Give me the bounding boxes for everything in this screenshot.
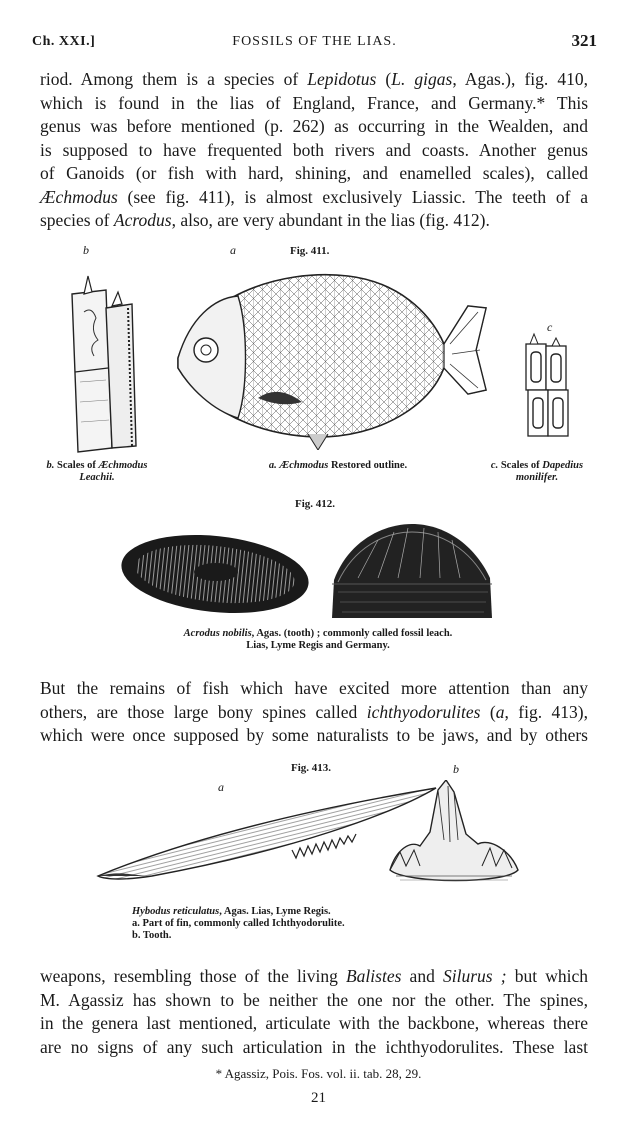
text-line bbox=[40, 1012, 588, 1036]
italic-run: Æchmodus bbox=[40, 186, 118, 207]
text-run: and bbox=[401, 966, 443, 986]
text-line bbox=[40, 162, 588, 186]
fig-411-letter-a: a bbox=[230, 243, 236, 257]
fig-412-caption bbox=[118, 628, 518, 652]
fig-412-title: Fig. 412. bbox=[295, 498, 336, 510]
text-line bbox=[40, 1036, 588, 1060]
aechmodus-scales-illustration bbox=[66, 272, 146, 454]
text-run: species of bbox=[40, 210, 114, 230]
text-run: genus was before mentioned (p. 262) as occurring in the Wealden, and bbox=[40, 116, 588, 136]
text-run: ( bbox=[480, 701, 496, 722]
text-run: are no signs of any such articulation in the ichthyodorulites. These last bbox=[40, 1036, 588, 1057]
italic-run: Silurus ; bbox=[442, 966, 507, 986]
text-line bbox=[40, 186, 588, 210]
text-line bbox=[40, 965, 588, 989]
text-line bbox=[40, 701, 588, 725]
text-line bbox=[40, 139, 588, 163]
text-run: But the remains of fish which have excited more attention than any bbox=[40, 678, 588, 698]
text-run: others, are those large bony spines called bbox=[40, 701, 367, 722]
text-line bbox=[40, 115, 588, 139]
fig-411-caption-b bbox=[32, 460, 162, 484]
hybodus-tooth-illustration bbox=[386, 780, 522, 890]
fig-411-title: Fig. 411. bbox=[290, 245, 330, 257]
caption-c-text: Scales of bbox=[498, 460, 543, 471]
text-run: of Ganoids (or fish with hard, shining, and enamelled scales), called bbox=[40, 163, 588, 183]
page-number: 321 bbox=[571, 31, 597, 50]
caption-c-letter: c. bbox=[490, 460, 499, 471]
paragraph-1 bbox=[40, 68, 588, 233]
fig-413-title: Fig. 413. bbox=[291, 762, 332, 774]
dapedius-scales-illustration bbox=[522, 332, 574, 442]
text-line bbox=[40, 68, 588, 92]
fig-413-caption bbox=[132, 906, 432, 942]
acrodus-tooth-side-illustration bbox=[328, 518, 496, 622]
caption-b-text: Scales of bbox=[54, 460, 99, 471]
text-run: is supposed to have frequented both rivers and coasts. Another genus bbox=[40, 139, 588, 160]
aechmodus-fish-illustration bbox=[168, 258, 490, 450]
text-line bbox=[40, 209, 588, 233]
paragraph-3 bbox=[40, 965, 588, 1059]
running-title: FOSSILS OF THE LIAS. bbox=[232, 34, 397, 49]
fig-413-species: Hybodus reticulatus bbox=[132, 906, 220, 917]
chapter-label: Ch. XXI.] bbox=[32, 34, 96, 49]
italic-run: a bbox=[495, 701, 505, 722]
text-run: , fig. 413), bbox=[504, 701, 588, 722]
italic-run: ichthyodorulites bbox=[366, 701, 481, 722]
fig-412-caption-line1: , Agas. (tooth) ; commonly called fossil leach. bbox=[251, 628, 453, 639]
text-run: riod. Among them is a species of bbox=[40, 69, 308, 89]
caption-a-text: Restored outline. bbox=[328, 460, 408, 471]
italic-run: Balistes bbox=[345, 966, 402, 986]
text-run: but which bbox=[506, 966, 588, 986]
signature-mark: 21 bbox=[311, 1090, 326, 1106]
text-run: which were once supposed by some naturalists to be jaws, and by others bbox=[40, 725, 588, 745]
text-run: , also, are very abundant in the lias (fig. 412). bbox=[171, 210, 490, 230]
text-line bbox=[40, 92, 588, 116]
footnote: * Agassiz, Pois. Fos. vol. ii. tab. 28, 29. bbox=[215, 1066, 422, 1081]
italic-run: Acrodus bbox=[113, 210, 172, 230]
fig-413-letter-a: a bbox=[218, 780, 224, 794]
fig-412-species: Acrodus nobilis bbox=[183, 628, 252, 639]
fig-411-caption-a bbox=[228, 460, 448, 472]
text-line bbox=[40, 677, 588, 701]
text-line bbox=[40, 724, 588, 748]
fig-413-caption-line2: a. Part of fin, commonly called Ichthyodorulite. bbox=[132, 918, 345, 929]
text-run: which is found in the lias of England, France, and Germany.* This bbox=[40, 92, 588, 113]
text-run: ( bbox=[376, 69, 392, 89]
caption-c-species: Dapedius monilifer. bbox=[515, 460, 584, 483]
fig-412-caption-line2: Lias, Lyme Regis and Germany. bbox=[246, 640, 390, 651]
caption-a-species: Æchmodus bbox=[279, 460, 329, 471]
fig-413-caption-line3: b. Tooth. bbox=[132, 930, 172, 941]
caption-b-letter: b. bbox=[46, 460, 55, 471]
caption-b-species: Æchmodus Leachii. bbox=[79, 460, 148, 483]
paragraph-2 bbox=[40, 677, 588, 748]
caption-a-letter: a. bbox=[268, 460, 277, 471]
italic-run: Lepidotus bbox=[307, 69, 377, 89]
fig-413-caption-line1: , Agas. Lias, Lyme Regis. bbox=[219, 906, 331, 917]
fig-411-letter-b: b bbox=[83, 243, 89, 257]
fig-411-caption-c bbox=[478, 460, 596, 484]
fig-411-letter-c: c bbox=[547, 320, 553, 334]
acrodus-tooth-top-illustration bbox=[116, 526, 314, 620]
text-run: in the genera last mentioned, articulate with the backbone, whereas there bbox=[40, 1013, 588, 1033]
text-run: (see fig. 411), is almost exclusively Liassic. The teeth of a bbox=[117, 186, 588, 207]
text-run: , Agas.), fig. 410, bbox=[452, 69, 588, 89]
fig-413-letter-b: b bbox=[453, 762, 459, 776]
text-run: M. Agassiz has shown to be neither the one nor the other. The spines, bbox=[40, 989, 588, 1010]
running-header bbox=[32, 31, 597, 58]
text-line bbox=[40, 989, 588, 1013]
text-run: weapons, resembling those of the living bbox=[40, 966, 346, 986]
italic-run: L. gigas bbox=[391, 69, 453, 89]
